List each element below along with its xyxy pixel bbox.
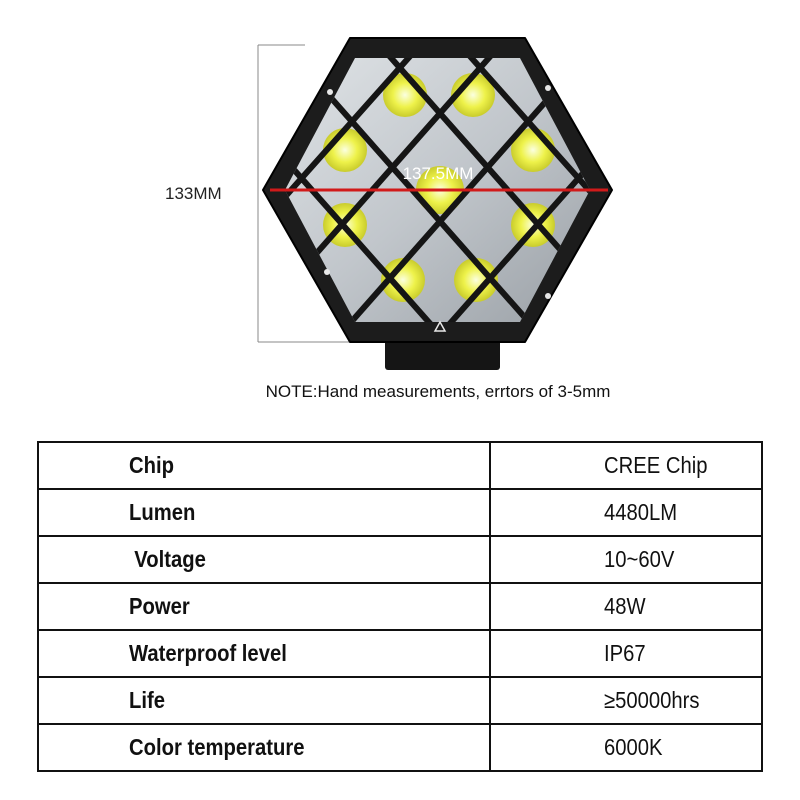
table-row xyxy=(38,536,762,583)
height-measure-label: 133MM xyxy=(165,184,222,203)
spec-label: Waterproof level xyxy=(129,640,287,666)
spec-label: Color temperature xyxy=(129,734,305,760)
spec-label: Lumen xyxy=(129,499,196,525)
led-work-light-image xyxy=(0,0,800,380)
measurement-note: NOTE:Hand measurements, errtors of 3-5mm xyxy=(265,382,611,401)
spec-value: 48W xyxy=(604,593,646,619)
table-row xyxy=(38,724,762,771)
spec-value: 6000K xyxy=(604,734,663,760)
table-row xyxy=(38,677,762,724)
spec-label: Power xyxy=(129,593,190,619)
spec-value: 10~60V xyxy=(604,546,675,572)
spec-value: CREE Chip xyxy=(604,452,708,478)
spec-value: ≥50000hrs xyxy=(604,687,700,713)
spec-value: 4480LM xyxy=(604,499,678,525)
table-row xyxy=(38,630,762,677)
spec-label: Chip xyxy=(129,452,174,478)
spec-label: Voltage xyxy=(134,546,206,572)
spec-label: Life xyxy=(129,687,165,713)
table-row xyxy=(38,442,762,489)
width-measure-label: 137.5MM xyxy=(402,164,474,183)
spec-value: IP67 xyxy=(604,640,646,666)
spec-table xyxy=(37,441,763,772)
table-row xyxy=(38,583,762,630)
table-row xyxy=(38,489,762,536)
